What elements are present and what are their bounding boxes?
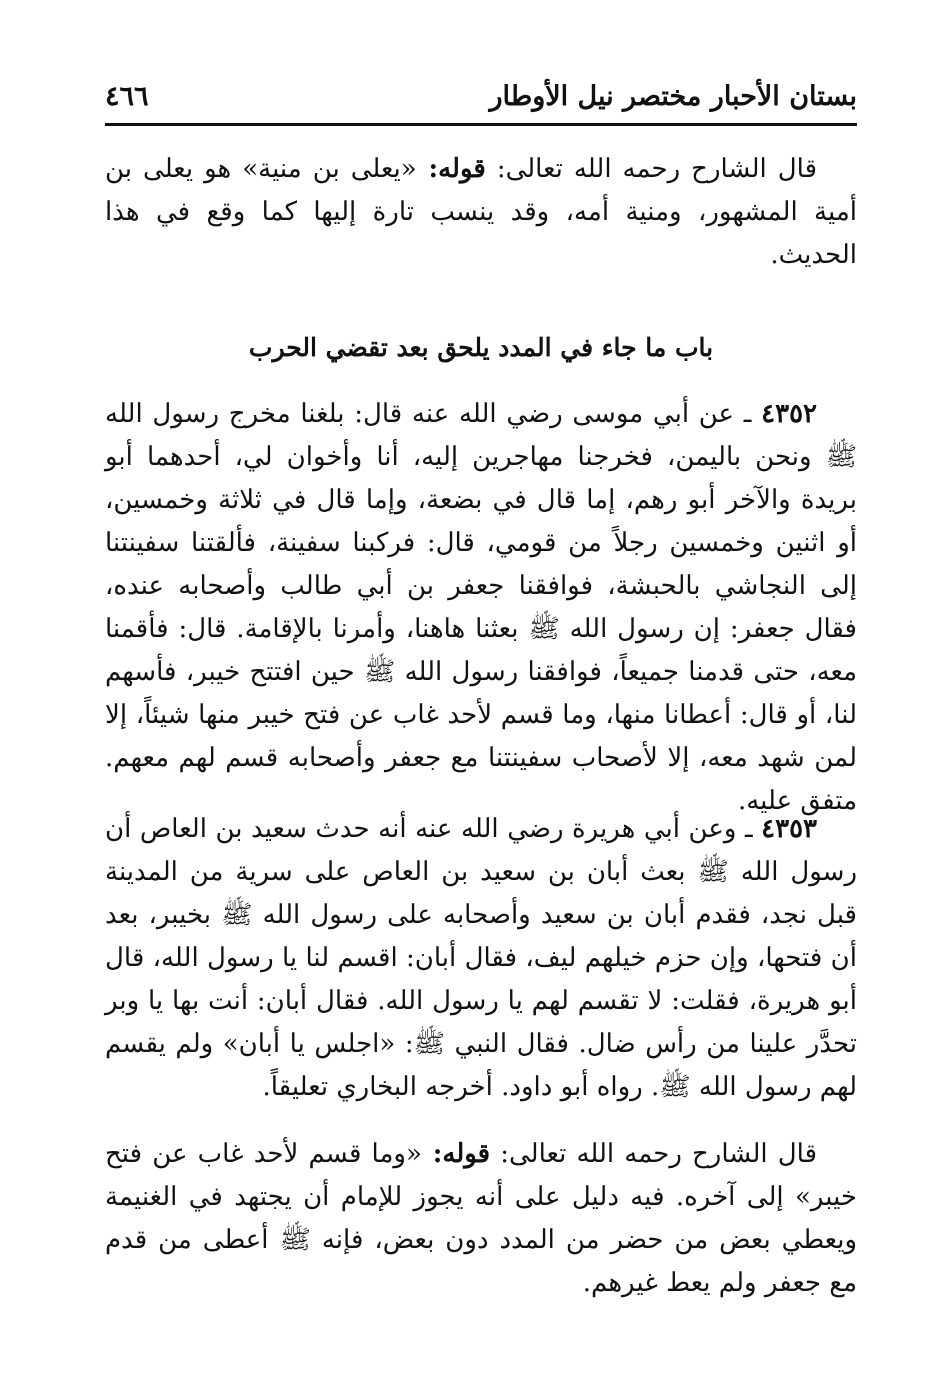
commentary-paragraph-2 <box>105 1133 857 1305</box>
commentary-intro: قال الشارح رحمه الله تعالى: <box>490 1139 818 1169</box>
page-header <box>105 72 857 116</box>
hadith-number: ٤٣٥٢ <box>761 399 817 429</box>
commentary-paragraph-1 <box>105 148 857 277</box>
commentary-text: «وما قسم لأحد غاب عن فتح خيبر» إلى آخره. فيه دليل على أنه يجوز للإمام أن يجتهد في الغنيمة ويعطي بعض من حضر من المدد دون بعض، فإنه ﷺ أعطى من قدم مع جعفر ولم يعط غيرهم. <box>105 1139 857 1298</box>
chapter-heading: باب ما جاء في المدد يلحق بعد تقضي الحرب <box>248 333 714 362</box>
hadith-text: ـ وعن أبي هريرة رضي الله عنه أنه حدث سعيد بن العاص أن رسول الله ﷺ بعث أبان بن سعيد بن العاص على سرية من المدينة قبل نجد، فقدم أبان بن سعيد وأصحابه على رسول الله ﷺ بخيبر، بعد أن فتحها، وإن حزم خيلهم ليف، فقال أبان: اقسم لنا يا رسول الله، قال أبو هريرة، فقلت: لا تقسم لهم يا رسول الله. فقال أبان: أنت بها يا وبر تحدَّر علينا من رأس ضال. فقال النبي ﷺ: «اجلس يا أبان» ولم يقسم لهم رسول الله ﷺ. رواه أبو داود. أخرجه البخاري تعليقاً. <box>105 814 857 1102</box>
hadith-4353 <box>105 808 857 1109</box>
hadith-text: ـ عن أبي موسى رضي الله عنه قال: بلغنا مخرج رسول الله ﷺ ونحن باليمن، فخرجنا مهاجرين إليه، أنا وأخوان لي، أحدهما أبو بريدة والآخر أبو رهم، إما قال في بضعة، وإما قال في ثلاثة وخمسين، أو اثنين وخمسين رجلاً من قومي، قال: فركبنا سفينة، فألقتنا سفينتنا إلى النجاشي بالحبشة، فوافقنا جعفر بن أبي طالب وأصحابه عنده، فقال جعفر: إن رسول الله ﷺ بعثنا هاهنا، وأمرنا بالإقامة. قال: فأقمنا معه، حتى قدمنا جميعاً، فوافقنا رسول الله ﷺ حين افتتح خيبر، فأسهم لنا، أو قال: أعطانا منها، وما قسم لأحد غاب عن فتح خيبر منها شيئاً، إلا لمن شهد معه، إلا لأصحاب سفينتنا مع جعفر وأصحابه قسم لهم معهم. متفق عليه. <box>105 399 857 816</box>
commentary-lead: قوله: <box>416 154 486 184</box>
commentary-lead: قوله: <box>421 1139 491 1169</box>
hadith-4352 <box>105 393 857 823</box>
page-number: ٤٦٦ <box>105 81 149 112</box>
commentary-text: «يعلى بن منية» هو يعلى بن أمية المشهور، ومنية أمه، وقد ينسب تارة إليها كما وقع في هذا الحديث. <box>105 154 857 270</box>
header-rule <box>105 123 857 126</box>
commentary-intro: قال الشارح رحمه الله تعالى: <box>485 154 818 184</box>
hadith-number: ٤٣٥٣ <box>761 814 817 844</box>
running-title: بستان الأحبار مختصر نيل الأوطار <box>489 81 857 112</box>
